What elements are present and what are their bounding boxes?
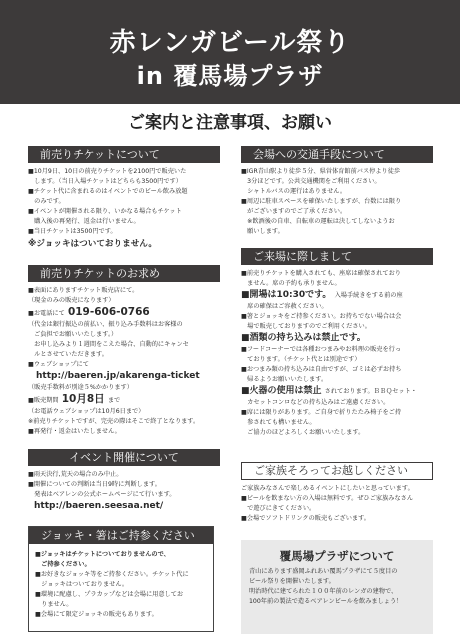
text-line: ■チケット代に含まれるのはイベントでのビール飲み放題 — [28, 188, 188, 195]
sale-date: 10月8日 — [61, 393, 105, 405]
text-line: ビール祭りを開催いたします。 — [249, 578, 335, 585]
section-heading: 覆馬場プラザについて — [279, 549, 395, 563]
section-heading: イベント開催について — [28, 449, 220, 466]
text-line: カセットコンロなどの持ち込みはご遠慮ください。 — [241, 399, 390, 406]
event-title-line2: in 覆馬場プラザ — [136, 62, 324, 90]
text-line: 購入後の再発行、返金は行いません。 — [28, 218, 140, 225]
open-time-row — [241, 289, 433, 302]
text-line: 3分ほどです。公共交通機関をご利用ください。 — [241, 178, 381, 185]
phone-row — [28, 306, 220, 320]
section-advance-ticket — [28, 146, 220, 251]
sale-period-row — [28, 393, 220, 407]
text-line: ■箸とジョッキをご持参ください。お持ちでない場合は会 — [241, 313, 402, 320]
fire-ban-row — [241, 385, 433, 398]
text-line: 帰るようお願いいたします。 — [241, 376, 328, 383]
text-line: ■開催についての判断は当日9時に判断します。 — [28, 481, 161, 488]
text-line: 発表はベアレンの公式ホームページにて行います。 — [28, 491, 176, 498]
section-heading: 会場への交通手段について — [241, 146, 433, 163]
text-line: ております。（チケット代とは別途です） — [241, 356, 361, 363]
text-line: 参されても構いません。 — [241, 419, 316, 426]
text-line: ■イベントが開催される限り、いかなる場合もチケット — [28, 208, 182, 215]
text-line: ■周辺に駐車スペースを確保いたしますが、台数には限り — [241, 198, 402, 205]
section-heading: ご来場に際しまして — [241, 248, 433, 265]
text-line: お申し込みより１週間をこえた場合、自動的にキャンセ — [28, 341, 189, 348]
text-line: で遊びにきてください。 — [241, 505, 316, 512]
text-line: ■表面にありますチケット販売店にて。 — [28, 287, 139, 294]
text-line: ■会場でソフトドリンクの販売もございます。 — [241, 515, 370, 522]
text-line: シャトルバスの運行はありません。 — [241, 188, 347, 195]
text-line: 願いします。 — [241, 228, 284, 235]
section-heading: ジョッキ・箸はご持参ください — [29, 527, 213, 544]
text-line: ■前売りチケットを購入されても、座席は確保されており — [241, 270, 401, 277]
sale-prefix: ■販売期間 — [28, 397, 59, 404]
open-time-rest: 入場手続きをする前の座 — [334, 292, 403, 299]
phone-label: ■お電話にて — [28, 310, 65, 317]
section-heading: 前売りチケットについて — [28, 146, 220, 163]
text-line: ■会場にて限定ジョッキの販売もあります。 — [35, 611, 158, 618]
text-line: ※前売りチケットですが、完売の際はそこで終了となります。 — [28, 418, 200, 425]
text-line: ■ウェブショップにて — [28, 361, 89, 368]
text-line: ■10月9日、10日の前売りチケットを2100円で販売いた — [28, 168, 187, 175]
text-line: します。（当日入場チケットはどちらも3500円です） — [28, 178, 182, 185]
section-plaza — [241, 540, 433, 634]
text-line: ■雨天決行,荒天の場合のみ中止。 — [28, 471, 123, 478]
webshop-link[interactable]: http://baeren.jp/akarenga-ticket — [36, 371, 200, 381]
section-family — [241, 462, 433, 524]
text-line: 場で販売しておりますのでご利用ください。 — [241, 323, 371, 330]
mug-notice: ※ジョッキはついておりません。 — [28, 239, 158, 249]
section-heading: ご家族そろってお越しください — [241, 462, 433, 480]
text-line: ■席には限りがあります。ご自身で折りたたみ椅子をご持 — [241, 409, 402, 416]
text-line: ご負担でお願いいたします。） — [28, 331, 118, 338]
phone-number[interactable]: 019-606-0766 — [67, 306, 150, 318]
text-line: （お電話ウェブショップは10月6日まで） — [28, 408, 145, 415]
sale-suffix: まで — [107, 397, 121, 404]
text-line: りません。 — [35, 601, 73, 608]
text-line: ません。席の予約も承りません。 — [241, 280, 341, 287]
text-line: ■お好きなジョッキ等をご持参ください。チケット代に — [35, 571, 189, 578]
header-banner — [0, 0, 460, 104]
text-line: 明治時代に建てられた１００年前のレンガの建物で、 — [249, 588, 398, 595]
alcohol-ban: ■酒類の持ち込みは禁止です。 — [241, 333, 366, 343]
text-line: （現金のみの販売になります） — [28, 297, 115, 304]
text-line: ルとさせていただきます。 — [28, 351, 108, 358]
official-site-link[interactable]: http://baeren.seesaa.net/ — [34, 501, 164, 511]
text-line: （代金は銀行振込の前払い、振り込み手数料はお客様の — [28, 321, 183, 328]
text-line: ■再発行・返金はいたしません。 — [28, 428, 121, 435]
text-line: ■ジョッキはチケットについておりませんので、 — [35, 551, 170, 558]
text-line: ジョッキはついておりません。 — [35, 581, 129, 588]
open-time: ■開場は10:30です。 — [241, 290, 332, 300]
text-line: ■IGR青山駅より徒歩５分、県営体育館前バス停より徒歩 — [241, 168, 401, 175]
text-line: ■フードコーナーでは各種おつまみやお料理の販売を行っ — [241, 346, 402, 353]
page-subtitle: ご案内と注意事項、お願い — [128, 113, 332, 133]
text-line: ご協力のほどよろしくお願いいたします。 — [241, 429, 365, 436]
section-mug — [28, 526, 214, 632]
fire-ban: ■火器の使用は禁止 — [241, 386, 322, 396]
text-line: （販売手数料が別途５%かかります） — [28, 384, 133, 391]
text-line: のみです。 — [28, 198, 65, 205]
section-purchase — [28, 265, 220, 437]
section-heading: 前売りチケットのお求め — [28, 265, 220, 282]
text-line: ■ビールを飲まない方の入場は無料です。ぜひご家族みなさん — [241, 495, 414, 502]
text-line: ■環境に配慮し、プラカップなどは会場に用意してお — [35, 591, 184, 598]
text-line: がございますのでご了承ください。 — [241, 208, 347, 215]
section-visit — [241, 248, 433, 438]
text-line: ■当日チケットは3500円です。 — [28, 228, 117, 235]
text-line: ※飲酒後の自車、自転車の運転は決してしないようお — [241, 218, 395, 225]
text-line: ご持参ください。 — [35, 561, 91, 568]
text-line: 100年前の製法で造るベアレンビールを飲みましょう！ — [249, 598, 403, 605]
event-title-line1: 赤レンガビール祭り — [109, 28, 351, 58]
text-line: ■おつまみ類の持ち込みは自由ですが、ゴミは必ずお持ち — [241, 366, 402, 373]
text-line: 席の確保はご容赦ください。 — [241, 303, 328, 310]
section-transport — [241, 146, 433, 237]
fire-ban-rest: されております。ＢＢＱセット・ — [324, 388, 417, 395]
text-line: ご家族みなさんで楽しめるイベントにしたいと思っています。 — [241, 485, 414, 492]
text-line: 青山にあります盛岡ふれあい覆馬プラザにて５度目の — [249, 568, 398, 575]
section-event — [28, 449, 220, 513]
